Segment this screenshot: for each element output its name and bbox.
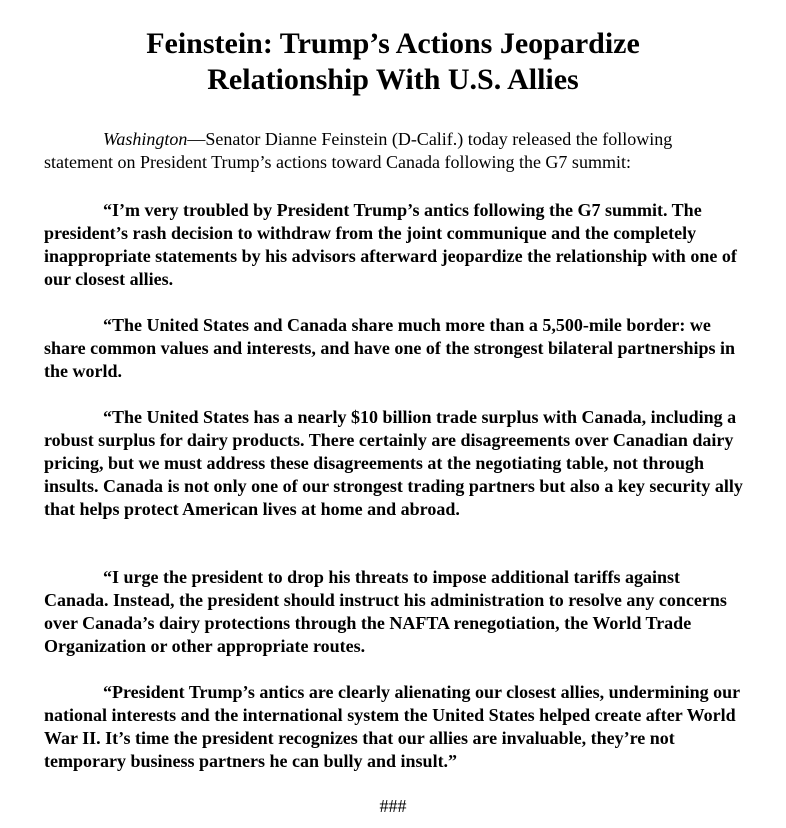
quote-paragraph-4: “I urge the president to drop his threats to impose additional tariffs against Canada. Instead, the president should instruct his administration to resolve any concerns over Canada’s dairy protections through the NAFTA renegotiation, the World Trade Organization or other appropriate routes. <box>44 567 727 656</box>
dateline: Washington <box>103 129 188 149</box>
quote-paragraph-5: “President Trump’s antics are clearly alienating our closest allies, undermining our national interests and the international system the United States helped create after World War II. It’s time the president recognizes that our allies are invaluable, they’re not temporary business partners he can bully and insult.” <box>44 682 740 771</box>
page-title <box>40 26 746 98</box>
title-line-2: Relationship With U.S. Allies <box>207 63 579 96</box>
title-line-1: Feinstein: Trump’s Actions Jeopardize <box>146 27 640 60</box>
quote-paragraph-1: “I’m very troubled by President Trump’s antics following the G7 summit. The president’s rash decision to withdraw from the joint communique and the completely inappropriate statements by his advisors afterward jeopardize the relationship with one of our closest allies. <box>44 200 737 289</box>
quote-paragraph-2: “The United States and Canada share much more than a 5,500-mile border: we share common values and interests, and have one of the strongest bilateral partnerships in the world. <box>44 315 736 381</box>
lead-paragraph <box>44 128 744 174</box>
quote-paragraph-3: “The United States has a nearly $10 billion trade surplus with Canada, including a robust surplus for dairy products. There certainly are disagreements over Canadian dairy pricing, but we must address these disagreements at the negotiating table, not through insults. Canada is not only one of our strongest trading partners but also a key security ally that helps protect American lives at home and abroad. <box>44 407 743 519</box>
lead-text: —Senator Dianne Feinstein (D-Calif.) today released the following statement on President Trump’s actions toward Canada following the G7 summit: <box>44 129 673 172</box>
end-mark: ### <box>379 796 407 816</box>
